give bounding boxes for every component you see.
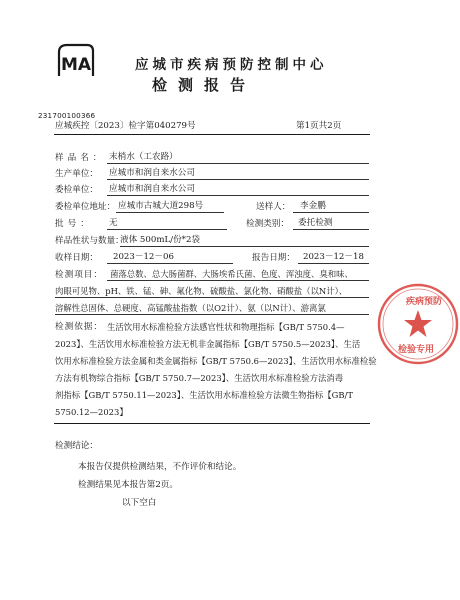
- section-divider: [54, 423, 370, 424]
- cma-logo: [55, 42, 97, 80]
- sample-state-label: 样品性状与数量：: [55, 236, 124, 246]
- client-address-label: 委检单位地址：: [55, 202, 116, 212]
- report-number: 应城疾控〔2023〕检字第040279号: [55, 121, 196, 131]
- conclusion-line-1: 本报告仅提供检测结果，不作评价和结论。: [78, 462, 242, 472]
- producer-label: 生产单位：: [55, 169, 98, 179]
- test-items-line-3: 溶解性总固体、总硬度、高锰酸盐指数（以O2计）、氨（以N计）、游离氯: [55, 303, 326, 313]
- sample-name-value: 末梢水（工农路）: [109, 152, 178, 162]
- client-label: 委检单位：: [55, 185, 98, 195]
- test-basis-label: 检测依据：: [55, 322, 103, 332]
- test-type-value: 委托检测: [298, 218, 333, 228]
- report-date-value: 2023－12－18: [303, 252, 364, 262]
- sample-state-value: 液体 500mL/份*2袋: [120, 235, 201, 245]
- test-type-label: 检测类别：: [246, 219, 289, 229]
- serial-number: 231700100366: [38, 111, 96, 120]
- cma-logo-icon: [55, 42, 97, 80]
- test-items-line-1: 菌落总数、总大肠菌群、大肠埃希氏菌、色度、浑浊度、臭和味、: [110, 269, 353, 279]
- sample-name-label: 样品名：: [55, 153, 106, 163]
- test-items-label: 检测项目：: [55, 270, 103, 280]
- test-items-line-2: 肉眼可见物、pH、铁、锰、砷、氟化物、硫酸盐、氯化物、硝酸盐（以N计）、: [55, 286, 348, 296]
- test-basis-line-1: 生活饮用水标准检验方法感官性状和物理指标【GB/T 5750.4—: [107, 322, 345, 332]
- test-basis-line-4: 方法有机物综合指标【GB/T 5750.7—2023】、生活饮用水标准检验方法消毒: [55, 373, 344, 383]
- stamp-text-top: 疾病预防: [406, 297, 443, 307]
- batch-underline: [107, 218, 227, 230]
- test-basis-line-2: 2023】、生活饮用水标准检验方法无机非金属指标【GB/T 5750.5—2023】、生活: [55, 339, 361, 349]
- stamp-text-bottom: 检验专用: [398, 345, 435, 355]
- report-title: 检测报告: [152, 76, 257, 94]
- conclusion-line-3: 以下空白: [122, 498, 157, 508]
- page-info: 第1页共2页: [296, 121, 342, 131]
- client-value: 应城市和润自来水公司: [109, 184, 195, 194]
- sender-label: 送样人：: [256, 202, 291, 212]
- ma-text: MA: [60, 55, 92, 75]
- org-title: 应城市疾病预防控制中心: [135, 57, 328, 73]
- test-basis-line-6: 5750.12—2023】: [55, 407, 128, 417]
- producer-value: 应城市和润自来水公司: [109, 168, 195, 178]
- client-address-value: 应城市古城大道298号: [118, 201, 204, 211]
- test-basis-line-3: 饮用水标准检验方法金属和类金属指标【GB/T 5750.6—2023】、生活饮用水标准检验: [55, 356, 377, 366]
- received-date-label: 收样日期：: [55, 253, 98, 263]
- report-date-label: 报告日期：: [252, 253, 295, 263]
- stamp-seal-icon: [376, 282, 460, 366]
- sender-value: 李金鹏: [300, 201, 326, 211]
- official-stamp: [376, 282, 460, 366]
- batch-label: 批号：: [55, 219, 93, 229]
- header-divider: [54, 134, 370, 135]
- conclusion-label: 检测结论：: [55, 441, 98, 451]
- conclusion-line-2: 检测结果见本报告第2页。: [78, 480, 178, 490]
- batch-value: 无: [109, 218, 118, 228]
- test-basis-line-5: 剂指标【GB/T 5750.11—2023】、生活饮用水标准检验方法微生物指标【GB/T: [55, 390, 353, 400]
- received-date-value: 2023－12－06: [113, 252, 174, 262]
